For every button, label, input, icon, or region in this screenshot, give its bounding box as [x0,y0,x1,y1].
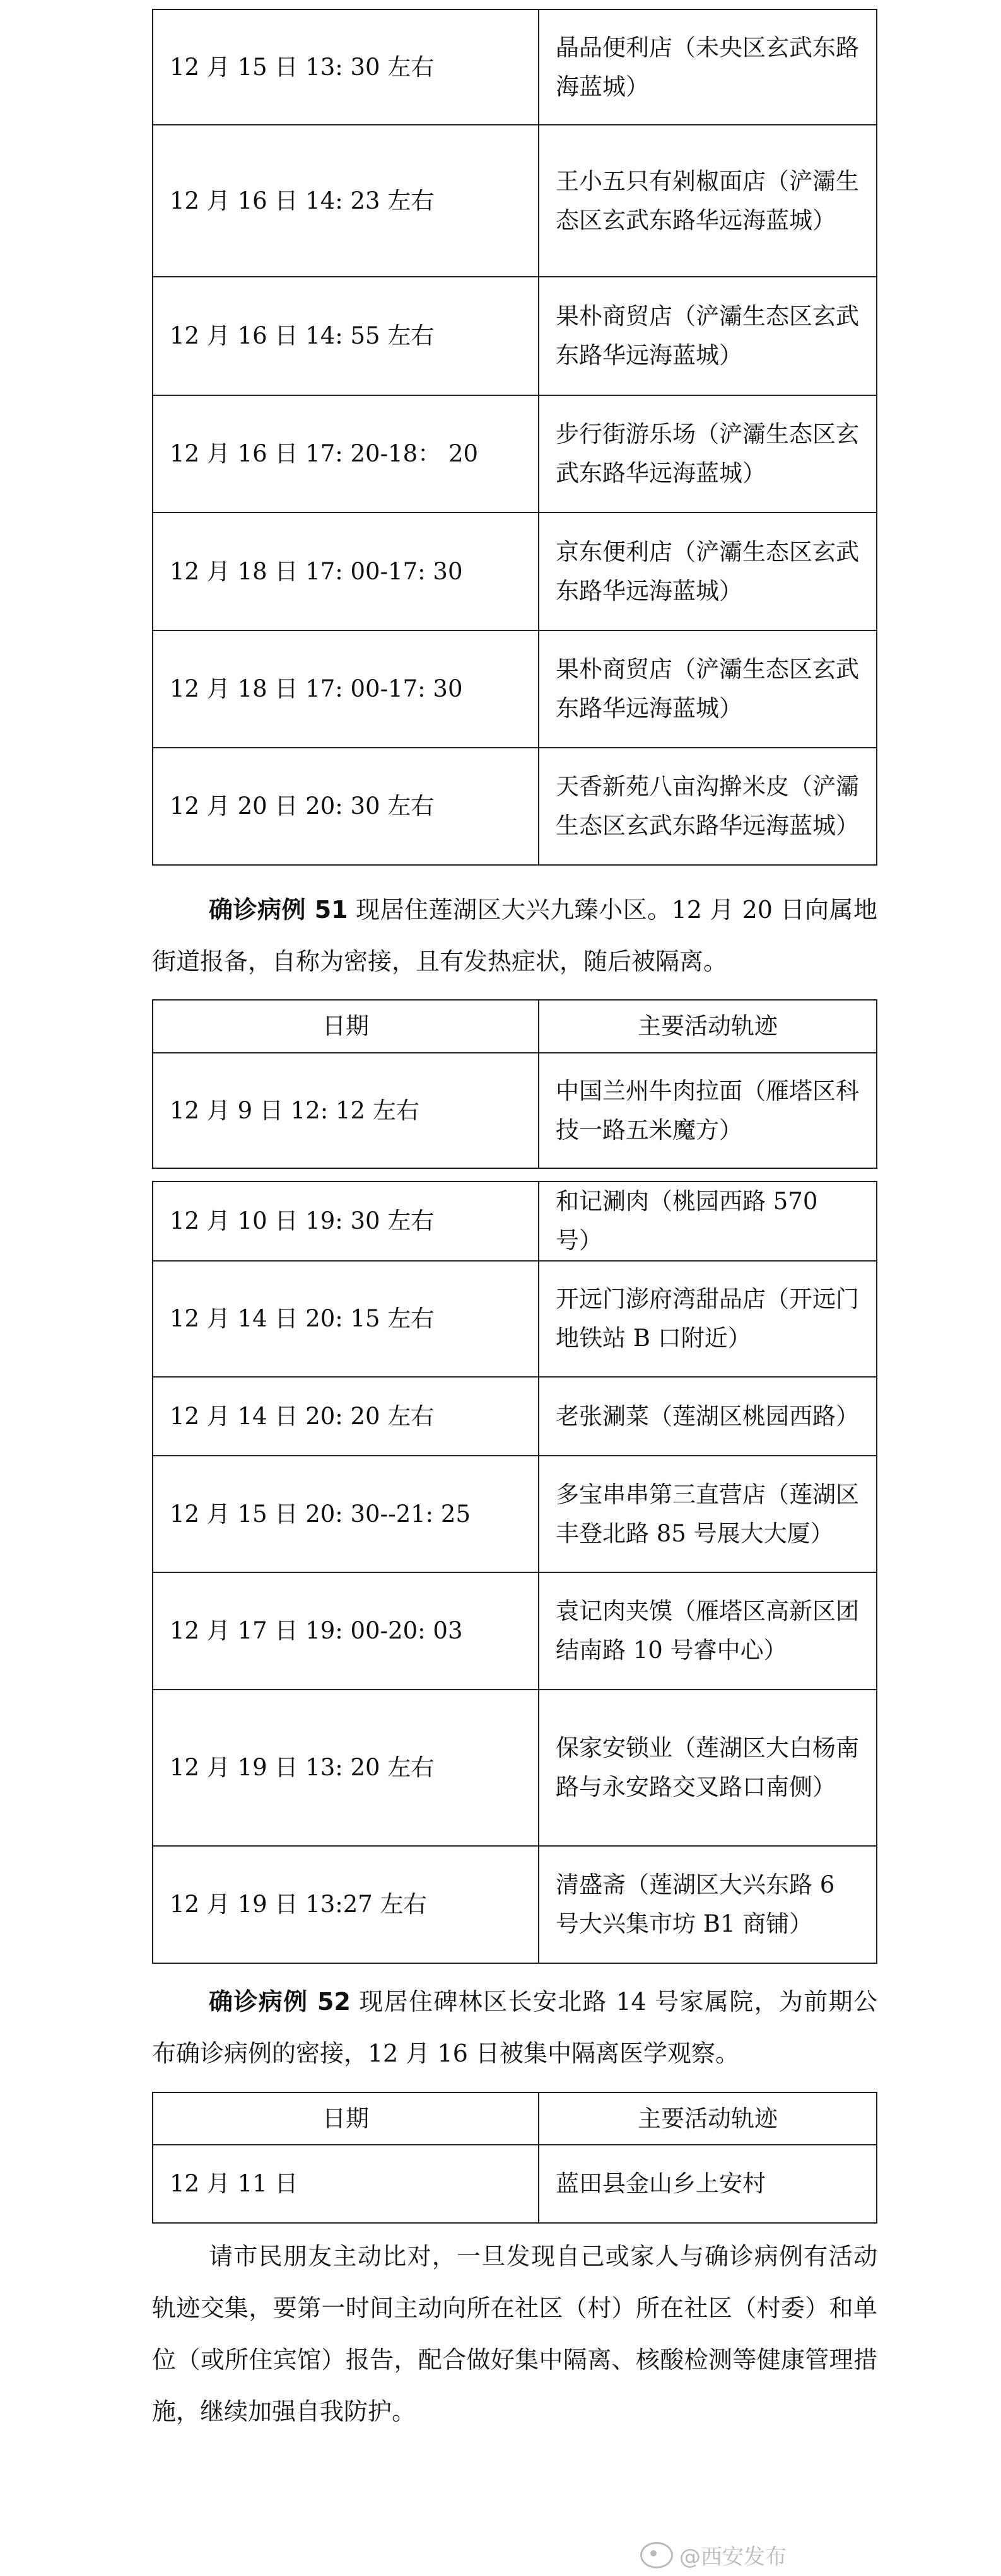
date-cell: 12 月 14 日 20: 20 左右 [153,1377,539,1456]
table-row [153,630,877,748]
place-cell: 多宝串串第三直营店（莲湖区丰登北路 85 号展大大厦） [539,1456,877,1572]
watermark-text: @西安发布 [679,2544,787,2570]
table-row [153,1053,877,1168]
place-cell: 晶品便利店（未央区玄武东路海蓝城） [539,9,877,125]
place-cell: 果朴商贸店（浐灞生态区玄武东路华远海蓝城） [539,277,877,395]
date-cell: 12 月 17 日 19: 00-20: 03 [153,1572,539,1690]
weibo-watermark [640,2539,787,2570]
case-51-paragraph [152,884,877,987]
table-row [153,1690,877,1846]
weibo-logo-icon [640,2542,673,2568]
place-cell: 和记涮肉（桃园西路 570 号） [539,1181,877,1261]
place-cell: 王小五只有剁椒面店（浐灞生态区玄武东路华远海蓝城） [539,125,877,277]
place-cell: 中国兰州牛肉拉面（雁塔区科技一路五米魔方） [539,1053,877,1168]
place-cell: 保家安锁业（莲湖区大白杨南路与永安路交叉路口南侧） [539,1690,877,1846]
closing-paragraph: 请市民朋友主动比对，一旦发现自己或家人与确诊病例有活动轨迹交集，要第一时间主动向所在社区（村）所在社区（村委）和单位（或所住宾馆）报告，配合做好集中隔离、核酸检测等健康管理措施，继续加强自我防护。 [152,2242,877,2425]
date-cell: 12 月 20 日 20: 30 左右 [153,748,539,865]
date-cell: 12 月 14 日 20: 15 左右 [153,1261,539,1377]
trajectory-table-case-51-part-1 [152,999,877,1169]
date-cell: 12 月 19 日 13:27 左右 [153,1846,539,1963]
case-51-text: 现居住莲湖区大兴九臻小区。12 月 20 日向属地街道报备，自称为密接，且有发热症状，随后被隔离。 [152,896,877,975]
column-header-date: 日期 [153,1000,539,1053]
column-header-place: 主要活动轨迹 [539,1000,877,1053]
table-row [153,748,877,865]
place-cell: 清盛斋（莲湖区大兴东路 6 号大兴集市坊 B1 商铺） [539,1846,877,1963]
place-cell: 蓝田县金山乡上安村 [539,2145,877,2223]
date-cell: 12 月 16 日 14: 23 左右 [153,125,539,277]
table-row [153,1181,877,1261]
date-cell: 12 月 15 日 13: 30 左右 [153,9,539,125]
column-header-date: 日期 [153,2092,539,2145]
place-cell: 开远门澎府湾甜品店（开远门地铁站 B 口附近） [539,1261,877,1377]
table-row [153,277,877,395]
table-row [153,1377,877,1456]
case-52-label: 确诊病例 52 [209,1988,351,2016]
case-52-text: 现居住碑林区长安北路 14 号家属院，为前期公布确诊病例的密接，12 月 16 日被集中隔离医学观察。 [152,1988,877,2067]
date-cell: 12 月 16 日 14: 55 左右 [153,277,539,395]
date-cell: 12 月 18 日 17: 00-17: 30 [153,513,539,630]
table-row [153,1456,877,1572]
table-row [153,2145,877,2223]
case-51-label: 确诊病例 51 [209,896,348,924]
column-header-place: 主要活动轨迹 [539,2092,877,2145]
date-cell: 12 月 16 日 17: 20-18： 20 [153,395,539,513]
place-cell: 京东便利店（浐灞生态区玄武东路华远海蓝城） [539,513,877,630]
case-52-paragraph [152,1976,877,2079]
table-row [153,513,877,630]
table-row [153,9,877,125]
date-cell: 12 月 10 日 19: 30 左右 [153,1181,539,1261]
trajectory-table-case-51-part-2 [152,1181,877,1964]
place-cell: 果朴商贸店（浐灞生态区玄武东路华远海蓝城） [539,630,877,748]
trajectory-table-case-52 [152,2092,877,2224]
table-header-row [153,1000,877,1053]
date-cell: 12 月 18 日 17: 00-17: 30 [153,630,539,748]
table-row [153,395,877,513]
date-cell: 12 月 15 日 20: 30--21: 25 [153,1456,539,1572]
date-cell: 12 月 11 日 [153,2145,539,2223]
table-row [153,1846,877,1963]
table-row [153,1572,877,1690]
place-cell: 天香新苑八亩沟擀米皮（浐灞生态区玄武东路华远海蓝城） [539,748,877,865]
table-row [153,1261,877,1377]
place-cell: 步行街游乐场（浐灞生态区玄武东路华远海蓝城） [539,395,877,513]
date-cell: 12 月 9 日 12: 12 左右 [153,1053,539,1168]
date-cell: 12 月 19 日 13: 20 左右 [153,1690,539,1846]
table-row [153,125,877,277]
trajectory-table-previous-case [152,9,877,866]
place-cell: 老张涮菜（莲湖区桃园西路） [539,1377,877,1456]
table-header-row [153,2092,877,2145]
place-cell: 袁记肉夹馍（雁塔区高新区团结南路 10 号睿中心） [539,1572,877,1690]
